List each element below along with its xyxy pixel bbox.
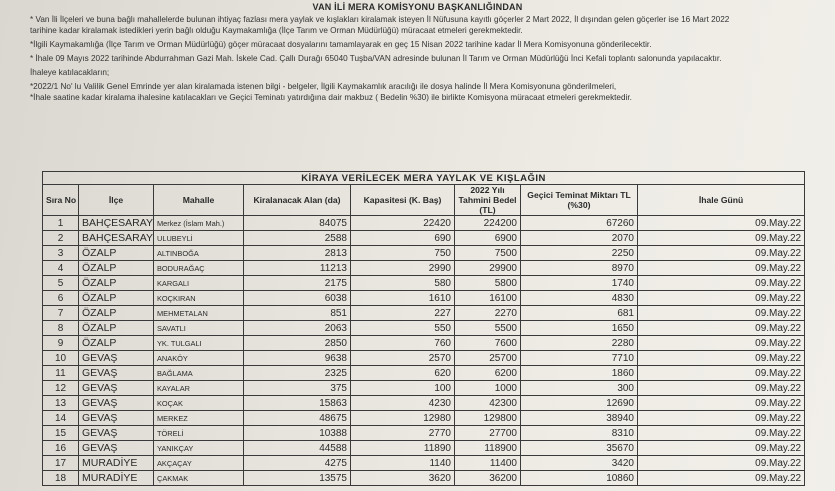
row-mahalle: Merkez (İslam Mah.) [154, 216, 244, 231]
row-alan: 2588 [244, 231, 351, 246]
row-sira-no: 17 [43, 456, 79, 471]
row-alan: 13575 [244, 471, 351, 486]
row-kapasite: 4230 [351, 396, 455, 411]
row-ilce: GEVAŞ [79, 411, 154, 426]
row-teminat: 1650 [521, 321, 638, 336]
row-ihale-gunu: 09.May.22 [638, 441, 805, 456]
row-kapasite: 11890 [351, 441, 455, 456]
table-row [43, 306, 805, 321]
row-ihale-gunu: 09.May.22 [638, 366, 805, 381]
row-sira-no: 13 [43, 396, 79, 411]
row-ilce: ÖZALP [79, 261, 154, 276]
row-bedel: 25700 [455, 351, 521, 366]
row-teminat: 67260 [521, 216, 638, 231]
row-ihale-gunu: 09.May.22 [638, 336, 805, 351]
row-ihale-gunu: 09.May.22 [638, 426, 805, 441]
header-mahalle: Mahalle [154, 185, 244, 216]
lease-table-container [42, 171, 804, 486]
row-teminat: 8970 [521, 261, 638, 276]
row-bedel: 6900 [455, 231, 521, 246]
table-row [43, 381, 805, 396]
note-paragraph: *İhale saatine kadar kiralama ihalesine katılacakları ve Geçici Teminatı yatırdığına dair makbuz ( Bedelin %30) ile birlikte Komisyona müracaat etmeleri gerekmektedir. [30, 93, 632, 102]
row-bedel: 118900 [455, 441, 521, 456]
row-sira-no: 11 [43, 366, 79, 381]
row-ilce: ÖZALP [79, 291, 154, 306]
row-sira-no: 7 [43, 306, 79, 321]
row-bedel: 7500 [455, 246, 521, 261]
row-teminat: 10860 [521, 471, 638, 486]
row-sira-no: 3 [43, 246, 79, 261]
header-ihale-gunu: İhale Günü [638, 185, 805, 216]
row-alan: 9638 [244, 351, 351, 366]
row-teminat: 2070 [521, 231, 638, 246]
row-ilce: GEVAŞ [79, 351, 154, 366]
row-ilce: GEVAŞ [79, 366, 154, 381]
row-bedel: 36200 [455, 471, 521, 486]
row-ilce: GEVAŞ [79, 381, 154, 396]
row-ihale-gunu: 09.May.22 [638, 291, 805, 306]
row-kapasite: 2770 [351, 426, 455, 441]
row-ilce: GEVAŞ [79, 396, 154, 411]
row-alan: 2813 [244, 246, 351, 261]
row-sira-no: 6 [43, 291, 79, 306]
table-row [43, 246, 805, 261]
row-mahalle: ÇAKMAK [154, 471, 244, 486]
row-sira-no: 2 [43, 231, 79, 246]
row-sira-no: 16 [43, 441, 79, 456]
row-mahalle: MEHMETALAN [154, 306, 244, 321]
row-alan: 2063 [244, 321, 351, 336]
row-ilce: ÖZALP [79, 336, 154, 351]
row-sira-no: 1 [43, 216, 79, 231]
row-teminat: 1740 [521, 276, 638, 291]
row-teminat: 681 [521, 306, 638, 321]
row-bedel: 129800 [455, 411, 521, 426]
note-paragraph: İhaleye katılacakların; [30, 68, 110, 77]
row-teminat: 2280 [521, 336, 638, 351]
note-paragraph: * Van İli İlçeleri ve buna bağlı mahallelerde bulunan ihtiyaç fazlası mera yaylak ve kışlakları kiralamak isteyen İl Nüfusuna kayıtlı göçerler 2 Mart 2022, İl dışından gelen göçerler ise 16 Mart 2022 tarihine kadar kiralamak istedikleri yerin bağlı olduğu Kaymakamlığa (İlçe Tarım ve Orman Müdürlüğü) müracaat etmeleri gerekmektedir. [30, 15, 730, 35]
header-alan: Kiralanacak Alan (da) [244, 185, 351, 216]
row-sira-no: 5 [43, 276, 79, 291]
header-bedel: 2022 Yılı Tahmini Bedel (TL) [455, 185, 521, 216]
row-alan: 84075 [244, 216, 351, 231]
row-ihale-gunu: 09.May.22 [638, 471, 805, 486]
row-sira-no: 10 [43, 351, 79, 366]
row-kapasite: 580 [351, 276, 455, 291]
row-ilce: BAHÇESARAY [79, 231, 154, 246]
row-kapasite: 760 [351, 336, 455, 351]
row-ihale-gunu: 09.May.22 [638, 276, 805, 291]
row-ihale-gunu: 09.May.22 [638, 306, 805, 321]
row-mahalle: KAYALAR [154, 381, 244, 396]
row-bedel: 29900 [455, 261, 521, 276]
row-sira-no: 4 [43, 261, 79, 276]
row-mahalle: MERKEZ [154, 411, 244, 426]
row-ihale-gunu: 09.May.22 [638, 216, 805, 231]
row-alan: 2175 [244, 276, 351, 291]
row-kapasite: 1140 [351, 456, 455, 471]
row-ilce: ÖZALP [79, 246, 154, 261]
row-ihale-gunu: 09.May.22 [638, 381, 805, 396]
row-ilce: BAHÇESARAY [79, 216, 154, 231]
row-mahalle: ULUBEYLİ [154, 231, 244, 246]
row-kapasite: 12980 [351, 411, 455, 426]
table-caption-row [43, 172, 805, 185]
row-kapasite: 2570 [351, 351, 455, 366]
table-row [43, 456, 805, 471]
row-sira-no: 12 [43, 381, 79, 396]
row-ilce: GEVAŞ [79, 441, 154, 456]
table-row [43, 231, 805, 246]
row-kapasite: 1610 [351, 291, 455, 306]
row-kapasite: 750 [351, 246, 455, 261]
row-sira-no: 8 [43, 321, 79, 336]
row-kapasite: 100 [351, 381, 455, 396]
table-caption: KİRAYA VERİLECEK MERA YAYLAK VE KIŞLAĞIN [43, 172, 805, 185]
row-teminat: 2250 [521, 246, 638, 261]
table-row [43, 261, 805, 276]
row-ihale-gunu: 09.May.22 [638, 321, 805, 336]
header-ilce: İlçe [79, 185, 154, 216]
row-alan: 48675 [244, 411, 351, 426]
row-ihale-gunu: 09.May.22 [638, 456, 805, 471]
row-sira-no: 15 [43, 426, 79, 441]
table-row [43, 441, 805, 456]
row-mahalle: BAĞLAMA [154, 366, 244, 381]
lease-table [42, 171, 805, 486]
row-kapasite: 690 [351, 231, 455, 246]
header-kapasite: Kapasitesi (K. Baş) [351, 185, 455, 216]
table-row [43, 291, 805, 306]
row-ihale-gunu: 09.May.22 [638, 261, 805, 276]
header-sira-no: Sıra No [43, 185, 79, 216]
row-bedel: 224200 [455, 216, 521, 231]
row-mahalle: KARGALI [154, 276, 244, 291]
table-row [43, 336, 805, 351]
document-title: VAN İLİ MERA KOMİSYONU BAŞKANLIĞINDAN [312, 2, 523, 12]
row-kapasite: 550 [351, 321, 455, 336]
row-bedel: 5800 [455, 276, 521, 291]
row-ihale-gunu: 09.May.22 [638, 396, 805, 411]
row-alan: 851 [244, 306, 351, 321]
row-ilce: ÖZALP [79, 306, 154, 321]
row-mahalle: ANAKÖY [154, 351, 244, 366]
row-bedel: 6200 [455, 366, 521, 381]
row-teminat: 4830 [521, 291, 638, 306]
row-mahalle: ALTINBOĞA [154, 246, 244, 261]
row-alan: 15863 [244, 396, 351, 411]
row-ihale-gunu: 09.May.22 [638, 351, 805, 366]
table-row [43, 321, 805, 336]
row-teminat: 8310 [521, 426, 638, 441]
row-bedel: 11400 [455, 456, 521, 471]
row-mahalle: BODURAĞAÇ [154, 261, 244, 276]
row-alan: 44588 [244, 441, 351, 456]
row-ihale-gunu: 09.May.22 [638, 411, 805, 426]
row-teminat: 12690 [521, 396, 638, 411]
row-ilce: ÖZALP [79, 276, 154, 291]
row-mahalle: AKÇAÇAY [154, 456, 244, 471]
row-alan: 11213 [244, 261, 351, 276]
row-bedel: 7600 [455, 336, 521, 351]
row-kapasite: 3620 [351, 471, 455, 486]
row-sira-no: 14 [43, 411, 79, 426]
row-kapasite: 22420 [351, 216, 455, 231]
row-ihale-gunu: 09.May.22 [638, 246, 805, 261]
row-teminat: 7710 [521, 351, 638, 366]
row-mahalle: SAVATLI [154, 321, 244, 336]
row-ilce: MURADİYE [79, 456, 154, 471]
row-mahalle: KOÇAK [154, 396, 244, 411]
row-alan: 375 [244, 381, 351, 396]
row-kapasite: 620 [351, 366, 455, 381]
row-mahalle: TÖRELİ [154, 426, 244, 441]
row-alan: 2850 [244, 336, 351, 351]
table-row [43, 396, 805, 411]
row-bedel: 27700 [455, 426, 521, 441]
note-paragraph: *İlgili Kaymakamlığa (İlçe Tarım ve Orman Müdürlüğü) göçer müracaat dosyalarını tamamlayarak en geç 15 Nisan 2022 tarihine kadar İl Mera Komisyonuna gönderilecektir. [30, 40, 652, 49]
row-teminat: 300 [521, 381, 638, 396]
row-kapasite: 2990 [351, 261, 455, 276]
row-ilce: ÖZALP [79, 321, 154, 336]
row-bedel: 2270 [455, 306, 521, 321]
row-sira-no: 9 [43, 336, 79, 351]
row-alan: 10388 [244, 426, 351, 441]
row-mahalle: KOÇKIRAN [154, 291, 244, 306]
table-row [43, 426, 805, 441]
note-paragraph: * İhale 09 Mayıs 2022 tarihinde Abdurrahman Gazi Mah. İskele Cad. Çallı Durağı 65040 Tuşba/VAN adresinde bulunan İl Tarım ve Orman Müdürlüğü İnci Kefali toplantı salonunda yapılacaktır. [30, 54, 722, 63]
note-paragraph: *2022/1 No' lu Valilik Genel Emrinde yer alan kiralamada istenen bilgi - belgeler, İlgili Kaymakamlık aracılığı ile dosya halinde İl Mera Komisyonuna gönderilmeleri, [30, 82, 617, 91]
table-row [43, 411, 805, 426]
row-mahalle: YK. TULGALI [154, 336, 244, 351]
table-row [43, 276, 805, 291]
row-mahalle: YANIKÇAY [154, 441, 244, 456]
row-teminat: 1860 [521, 366, 638, 381]
row-alan: 4275 [244, 456, 351, 471]
table-row [43, 216, 805, 231]
header-teminat: Geçici Teminat Miktarı TL (%30) [521, 185, 638, 216]
row-alan: 6038 [244, 291, 351, 306]
row-teminat: 3420 [521, 456, 638, 471]
row-ilce: GEVAŞ [79, 426, 154, 441]
row-teminat: 35670 [521, 441, 638, 456]
row-bedel: 5500 [455, 321, 521, 336]
row-bedel: 1000 [455, 381, 521, 396]
table-row [43, 366, 805, 381]
table-row [43, 351, 805, 366]
notes-block [30, 14, 730, 103]
row-sira-no: 18 [43, 471, 79, 486]
table-row [43, 471, 805, 486]
row-bedel: 16100 [455, 291, 521, 306]
row-kapasite: 227 [351, 306, 455, 321]
row-ilce: MURADİYE [79, 471, 154, 486]
row-alan: 2325 [244, 366, 351, 381]
row-bedel: 42300 [455, 396, 521, 411]
table-header-row [43, 185, 805, 216]
row-ihale-gunu: 09.May.22 [638, 231, 805, 246]
row-teminat: 38940 [521, 411, 638, 426]
